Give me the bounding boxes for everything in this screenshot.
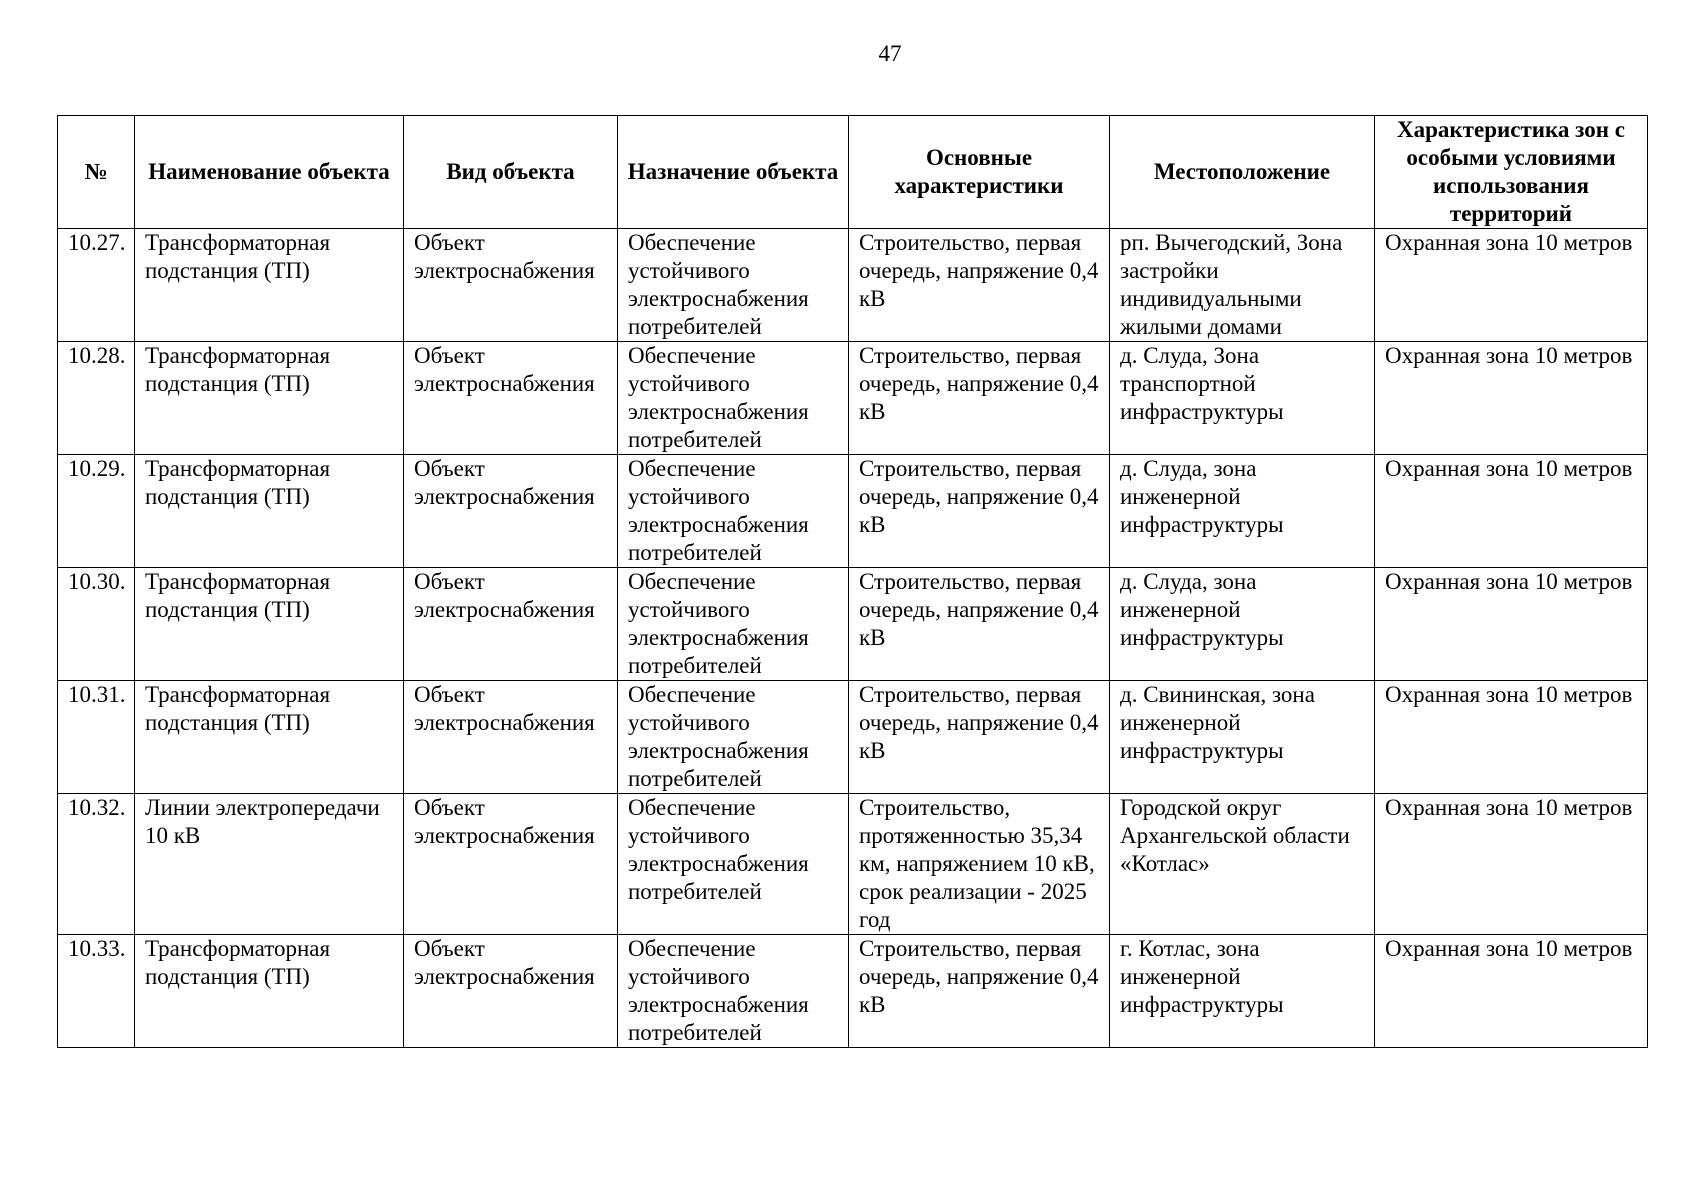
cell-object-purpose: Обеспечение устойчивого электроснабжения потребителей [618,794,849,935]
cell-object-type: Объект электроснабжения [404,935,618,1048]
header-zone-characteristics: Характеристика зон с особыми условиями использования территорий [1375,116,1648,229]
header-object-purpose: Назначение объекта [618,116,849,229]
cell-main-characteristics: Строительство, первая очередь, напряжение 0,4 кВ [849,342,1110,455]
cell-object-purpose: Обеспечение устойчивого электроснабжения потребителей [618,342,849,455]
cell-location: д. Свининская, зона инженерной инфраструктуры [1110,681,1375,794]
cell-object-purpose: Обеспечение устойчивого электроснабжения потребителей [618,455,849,568]
cell-zone-characteristics: Охранная зона 10 метров [1375,935,1648,1048]
table-row [58,568,1648,681]
cell-zone-characteristics: Охранная зона 10 метров [1375,455,1648,568]
cell-number: 10.28. [58,342,135,455]
cell-zone-characteristics: Охранная зона 10 метров [1375,681,1648,794]
header-main-characteristics: Основные характеристики [849,116,1110,229]
cell-object-purpose: Обеспечение устойчивого электроснабжения потребителей [618,681,849,794]
cell-zone-characteristics: Охранная зона 10 метров [1375,229,1648,342]
cell-number: 10.33. [58,935,135,1048]
table-row [58,935,1648,1048]
cell-object-type: Объект электроснабжения [404,568,618,681]
cell-location: Городской округ Архангельской области «Котлас» [1110,794,1375,935]
cell-object-type: Объект электроснабжения [404,681,618,794]
cell-object-purpose: Обеспечение устойчивого электроснабжения потребителей [618,229,849,342]
cell-location: д. Слуда, Зона транспортной инфраструктуры [1110,342,1375,455]
table-header-row [58,116,1648,229]
cell-object-name: Трансформаторная подстанция (ТП) [135,455,404,568]
page-number: 47 [878,41,902,66]
table-row [58,342,1648,455]
cell-main-characteristics: Строительство, первая очередь, напряжение 0,4 кВ [849,229,1110,342]
cell-main-characteristics: Строительство, первая очередь, напряжение 0,4 кВ [849,935,1110,1048]
cell-object-type: Объект электроснабжения [404,455,618,568]
cell-object-type: Объект электроснабжения [404,229,618,342]
cell-location: рп. Вычегодский, Зона застройки индивидуальными жилыми домами [1110,229,1375,342]
cell-location: д. Слуда, зона инженерной инфраструктуры [1110,455,1375,568]
table-row [58,455,1648,568]
header-object-name: Наименование объекта [135,116,404,229]
cell-main-characteristics: Строительство, первая очередь, напряжение 0,4 кВ [849,681,1110,794]
cell-number: 10.30. [58,568,135,681]
cell-object-purpose: Обеспечение устойчивого электроснабжения потребителей [618,935,849,1048]
table-row [58,229,1648,342]
cell-number: 10.31. [58,681,135,794]
objects-table [57,115,1648,1048]
table-row [58,794,1648,935]
cell-number: 10.29. [58,455,135,568]
header-location: Местоположение [1110,116,1375,229]
cell-object-purpose: Обеспечение устойчивого электроснабжения потребителей [618,568,849,681]
cell-zone-characteristics: Охранная зона 10 метров [1375,568,1648,681]
header-number: № [58,116,135,229]
cell-number: 10.27. [58,229,135,342]
cell-main-characteristics: Строительство, протяженностью 35,34 км, напряжением 10 кВ, срок реализации - 2025 год [849,794,1110,935]
cell-object-name: Трансформаторная подстанция (ТП) [135,229,404,342]
table-row [58,681,1648,794]
cell-location: д. Слуда, зона инженерной инфраструктуры [1110,568,1375,681]
header-object-type: Вид объекта [404,116,618,229]
cell-zone-characteristics: Охранная зона 10 метров [1375,342,1648,455]
cell-object-name: Трансформаторная подстанция (ТП) [135,681,404,794]
cell-zone-characteristics: Охранная зона 10 метров [1375,794,1648,935]
cell-main-characteristics: Строительство, первая очередь, напряжение 0,4 кВ [849,455,1110,568]
cell-object-name: Трансформаторная подстанция (ТП) [135,342,404,455]
cell-main-characteristics: Строительство, первая очередь, напряжение 0,4 кВ [849,568,1110,681]
cell-object-name: Линии электропередачи 10 кВ [135,794,404,935]
cell-object-name: Трансформаторная подстанция (ТП) [135,568,404,681]
cell-object-type: Объект электроснабжения [404,342,618,455]
cell-location: г. Котлас, зона инженерной инфраструктуры [1110,935,1375,1048]
cell-object-type: Объект электроснабжения [404,794,618,935]
cell-number: 10.32. [58,794,135,935]
cell-object-name: Трансформаторная подстанция (ТП) [135,935,404,1048]
